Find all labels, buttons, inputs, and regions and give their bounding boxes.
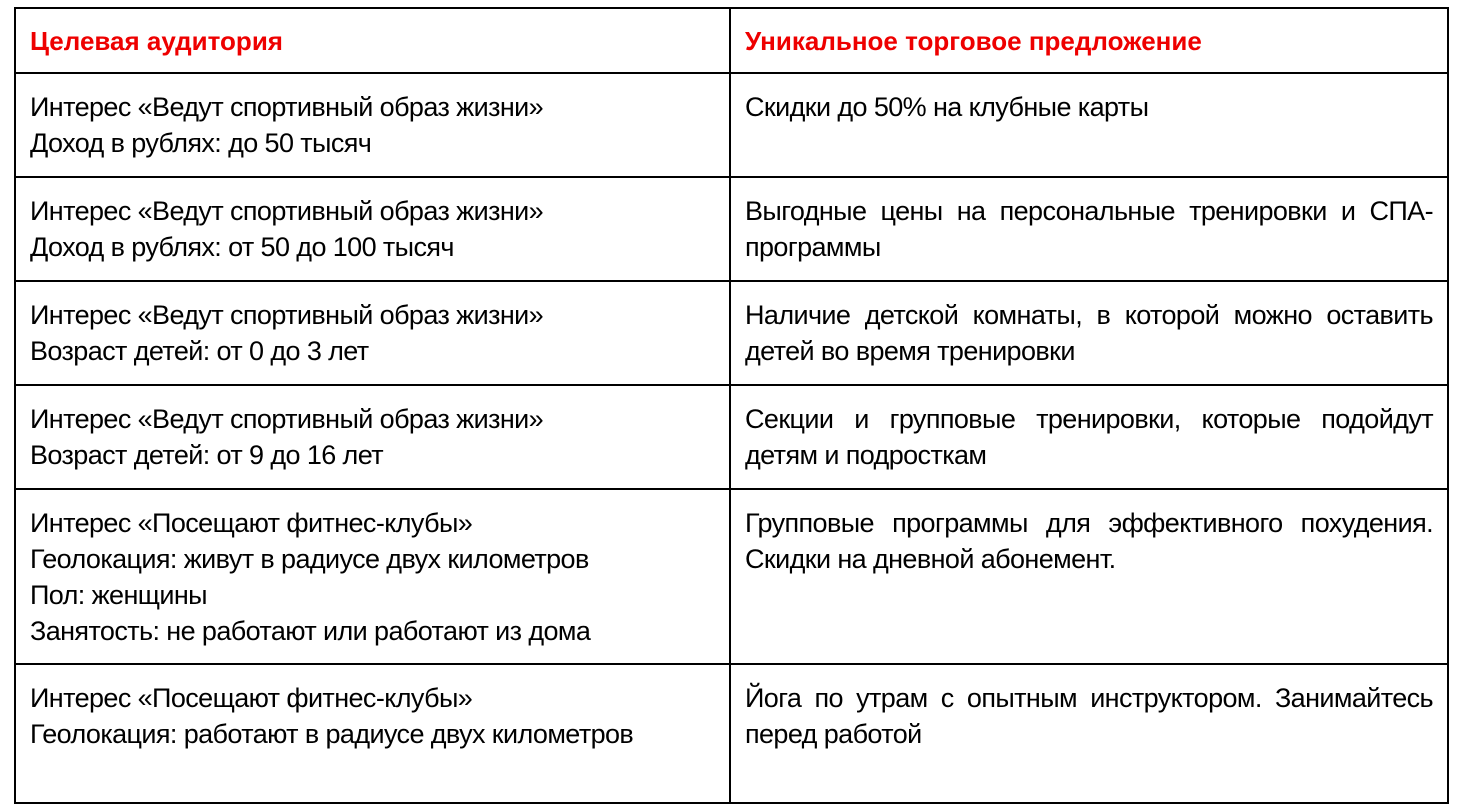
usp-cell: Секции и групповые тренировки, которые подойдут детям и подросткам [730, 385, 1448, 489]
audience-cell [15, 177, 730, 281]
audience-cell [15, 385, 730, 489]
header-target-audience: Целевая аудитория [15, 8, 730, 73]
audience-line: Занятость: не работают или работают из дома [30, 616, 591, 646]
audience-cell [15, 281, 730, 385]
audience-line: Пол: женщины [30, 580, 207, 610]
audience-line: Интерес «Ведут спортивный образ жизни» [30, 404, 544, 434]
audience-line: Возраст детей: от 0 до 3 лет [30, 336, 369, 366]
table-header-row [15, 8, 1448, 73]
audience-line: Возраст детей: от 9 до 16 лет [30, 440, 383, 470]
usp-table [14, 7, 1449, 804]
audience-cell [15, 664, 730, 803]
audience-line: Интерес «Посещают фитнес-клубы» [30, 508, 473, 538]
table-row [15, 73, 1448, 177]
audience-line: Интерес «Ведут спортивный образ жизни» [30, 196, 544, 226]
table-row [15, 664, 1448, 803]
audience-line: Интерес «Ведут спортивный образ жизни» [30, 92, 544, 122]
table-row [15, 385, 1448, 489]
audience-line: Интерес «Ведут спортивный образ жизни» [30, 300, 544, 330]
usp-cell: Скидки до 50% на клубные карты [730, 73, 1448, 177]
table-row [15, 281, 1448, 385]
audience-line: Геолокация: работают в радиусе двух километров [30, 719, 634, 749]
audience-cell [15, 73, 730, 177]
audience-cell [15, 489, 730, 664]
audience-line: Геолокация: живут в радиусе двух километров [30, 544, 589, 574]
usp-cell: Групповые программы для эффективного похудения. Скидки на дневной абонемент. [730, 489, 1448, 664]
header-usp: Уникальное торговое предложение [730, 8, 1448, 73]
audience-line: Доход в рублях: до 50 тысяч [30, 128, 372, 158]
audience-line: Интерес «Посещают фитнес-клубы» [30, 683, 473, 713]
usp-cell: Йога по утрам с опытным инструктором. Занимайтесь перед работой [730, 664, 1448, 803]
usp-cell: Наличие детской комнаты, в которой можно оставить детей во время тренировки [730, 281, 1448, 385]
table-row [15, 489, 1448, 664]
table-row [15, 177, 1448, 281]
usp-cell: Выгодные цены на персональные тренировки и СПА-программы [730, 177, 1448, 281]
audience-line: Доход в рублях: от 50 до 100 тысяч [30, 232, 454, 262]
